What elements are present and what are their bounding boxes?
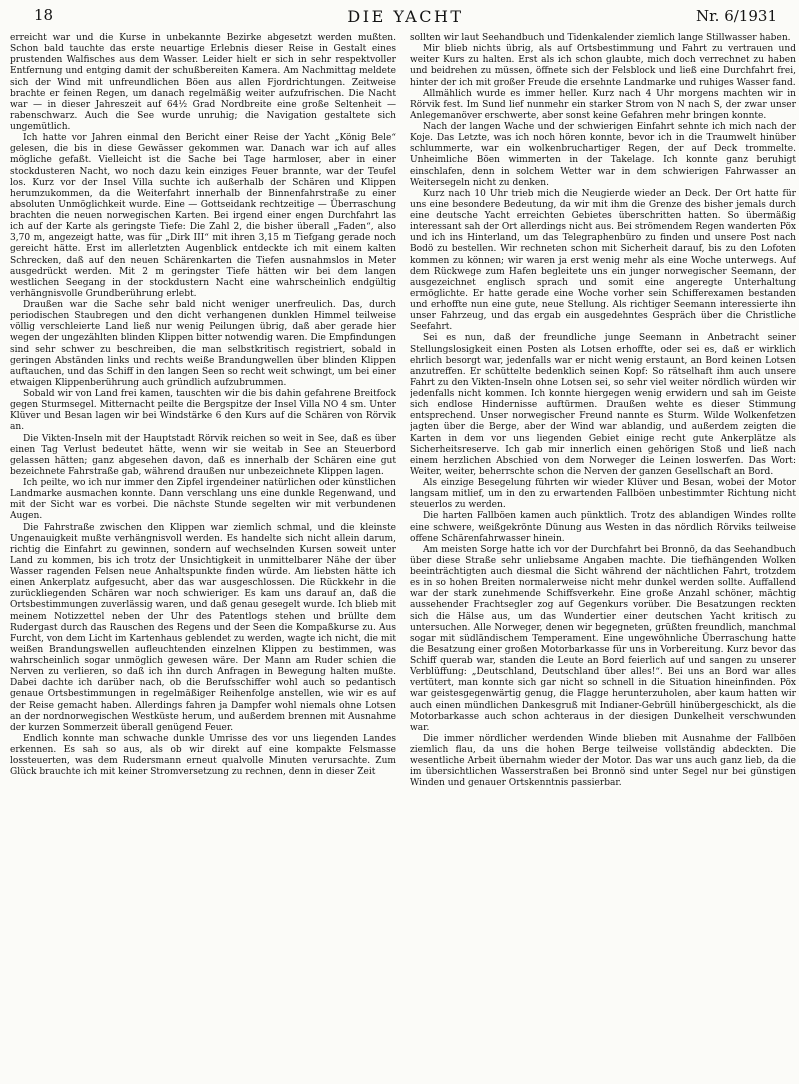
- text-column-left: [10, 33, 396, 1079]
- paragraph: erreicht war und die Kurse in unbekannte Bezirke abgesetzt werden mußten. Schon bald tauchte das erste neuartige Erlebnis dieser Reise in Gestalt eines prustenden Walfisches aus dem Wasser. Leider hielt er sich in sehr respektvoller Entfernung und entging damit der schußbereiten Kamera. Am Nachmittag meldete sich der Wind mit unfreundlichen Böen aus allen Fjordrichtungen. Zeitweise brachte er feinen Regen, um danach regelmäßig weiter aufzufrischen. Die Nacht war — in dieser Jahreszeit auf 64½ Grad Nordbreite eine große Seltenheit — rabenschwarz. Auch die See wurde unruhig; die Navigation gestaltete sich ungemütlich.: [10, 33, 396, 132]
- paragraph: Mir blieb nichts übrig, als auf Ortsbestimmung und Fahrt zu vertrauen und weiter Kurs zu halten. Erst als ich schon glaubte, mich doch verrechnet zu haben und beidrehen zu müssen, öffnete sich der Felsblock und ließ eine Durchfahrt frei, hinter der ich mit großer Freude die ersehnte Landmarke und ruhiges Wasser fand.: [410, 44, 796, 88]
- paragraph: Die harten Fallböen kamen auch pünktlich. Trotz des ablandigen Windes rollte eine schwere, weißgekrönte Dünung aus Westen in das nördlich Rörviks teilweise offene Schärenfahrwasser hinein.: [410, 511, 796, 544]
- paragraph: Die Vikten-Inseln mit der Hauptstadt Rörvik reichen so weit in See, daß es über einen Tag Verlust bedeutet hätte, wenn wir sie weitab in See an Steuerbord gelassen hätten; ganz abgesehen davon, daß es innerhalb der Schären eine gut bezeichnete Fahrstraße gab, während draußen nur unbezeichnete Klippen lagen.: [10, 433, 396, 477]
- paragraph: Nach der langen Wache und der schwierigen Einfahrt sehnte ich mich nach der Koje. Das Letzte, was ich noch hören konnte, bevor ich in die Traumwelt hinüber schlummerte, war ein wolkenbruchartiger Regen, der auf Deck trommelte. Unheimliche Böen wimmerten in der Takelage. Ich konnte ganz beruhigt einschlafen, denn in solchem Wetter war in dem schwierigen Fahrwasser an Weitersegeln nicht zu denken.: [410, 122, 796, 188]
- paragraph: Die Fahrstraße zwischen den Klippen war ziemlich schmal, und die kleinste Ungenauigkeit mußte verhängnisvoll werden. Es handelte sich nicht allein darum, richtig die Einfahrt zu gewinnen, sondern auf wechselnden Kursen soweit unter Land zu kommen, bis ich trotz der Unsichtigkeit in unmittelbarer Nähe der über Wasser ragenden Felsen neue Anhaltspunkte finden würde. Am liebsten hätte ich einen Ankerplatz aufgesucht, aber das war ausgeschlossen. Die Rückkehr in die zurückliegenden Schären war noch schwieriger. Es kam uns darauf an, daß die Ortsbestimmungen zuverlässig waren, und daß genau gesegelt wurde. Ich blieb mit meinem Notizzettel neben der Uhr des Patentlogs stehen und brüllte dem Rudergast durch das Rauschen des Regens und der Seen die Kompaßkurse zu. Aus Furcht, von dem Licht im Kartenhaus geblendet zu werden, wagte ich nicht, die mit weißen Brandungswellen aufleuchtenden einzelnen Klippen zu bestimmen, was wahrscheinlich sogar unmöglich gewesen wäre. Der Mann am Ruder schien die Nerven zu verlieren, so daß ich ihn durch Anfragen in Bewegung halten mußte. Dabei dachte ich darüber nach, ob die Berufsschiffer wohl auch so pedantisch genaue Ortsbestimmungen in regelmäßiger Reihenfolge anstellen, wie wir es auf der Reise gemacht haben. Allerdings fahren ja Dampfer wohl niemals ohne Lotsen an der nordnorwegischen Westküste herum, und außerdem brennen mit Ausnahme der kurzen Sommerzeit überall genügend Feuer.: [10, 522, 396, 733]
- paragraph: Kurz nach 10 Uhr trieb mich die Neugierde wieder an Deck. Der Ort hatte für uns eine besondere Bedeutung, da wir mit ihm die Grenze des bisher jemals durch eine deutsche Yacht erreichten Gebietes überschritten hatten. So übermäßig interessant sah der Ort allerdings nicht aus. Bei strömendem Regen wanderten Pöx und ich ins Hinterland, um das Telegraphenbüro zu finden und unsere Post nach Bodö zu bestellen. Wir rechneten schon mit Sicherheit darauf, bis zu den Lofoten kommen zu können; wir waren ja erst wenig mehr als eine Woche unterwegs. Auf dem Rückwege zum Hafen begleitete uns ein junger norwegischer Seemann, der ausgezeichnet englisch sprach und somit eine angeregte Unterhaltung ermöglichte. Er hatte gerade eine Woche vorher sein Schifferexamen bestanden und erhoffte nun eine gute, neue Stellung. Als richtiger Seemann interessierte ihn unser Fahrzeug, und das ergab ein ausgedehntes Gespräch über die Christliche Seefahrt.: [410, 188, 796, 333]
- paragraph: Ich peilte, wo ich nur immer den Zipfel irgendeiner natürlichen oder künstlichen Landmarke ausmachen konnte. Dann verschlang uns eine dunkle Regenwand, und mit der Sicht war es vorbei. Die nächste Stunde segelten wir mit verbundenen Augen.: [10, 478, 396, 522]
- paragraph: Endlich konnte man schwache dunkle Umrisse des vor uns liegenden Landes erkennen. Es sah so aus, als ob wir direkt auf eine kompakte Felsmasse lossteuerten, was dem Rudersmann erneut qualvolle Minuten verursachte. Zum Glück brauchte ich mit keiner Stromversetzung zu rechnen, denn in dieser Zeit: [10, 733, 396, 778]
- paragraph: Sobald wir von Land frei kamen, tauschten wir die bis dahin gefahrene Breitfock gegen Sturmsegel. Mitternacht peilte die Bergspitze der Insel Villa NO 4 sm. Unter Klüver und Besan lagen wir bei Windstärke 6 den Kurs auf die Schären von Rörvik an.: [10, 389, 396, 433]
- paragraph: Allmählich wurde es immer heller. Kurz nach 4 Uhr morgens machten wir in Rörvik fest. Im Sund lief nunmehr ein starker Strom von N nach S, der zwar unser Anlegemanöver erschwerte, aber sonst keine Gefahren mehr bringen konnte.: [410, 88, 796, 121]
- page-number: 18: [34, 6, 54, 24]
- paragraph: Ich hatte vor Jahren einmal den Bericht einer Reise der Yacht „König Bele“ gelesen, die bis in diese Gewässer gekommen war. Danach war ich auf alles mögliche gefaßt. Vielleicht ist die Sache bei Tage harmloser, aber in einer stockdusteren Nacht, wo noch dazu kein einziges Feuer brannte, war der Teufel los. Kurz vor der Insel Villa suchte ich außerhalb der Schären und Klippen herumzukommen, da die Weiterfahrt innerhalb der Binnenfahrstraße zu einer absoluten Unmöglichkeit wurde. Eine — Gottseidank rechtzeitige — Überraschung brachten die neuen norwegischen Karten. Bei irgend einer engen Durchfahrt las ich auf der Karte als geringste Tiefe: Die Zahl 2, die bisher überall „Faden“, also 3,70 m, angezeigt hatte, was für „Dirk III“ mit ihren 3,15 m Tiefgang gerade noch gereicht hätte. Erst im allerletzten Augenblick entdeckte ich mit einem kalten Schrecken, daß auf den neuen Schärenkarten die Tiefen ausnahmslos in Meter ausgedrückt werden. Mit 2 m geringster Tiefe hätten wir bei dem langen westlichen Seegang in der stockdustern Nacht eine wahrscheinlich endgültig verhängnisvolle Grundberührung erlebt.: [10, 133, 396, 299]
- paragraph: Draußen war die Sache sehr bald nicht weniger unerfreulich. Das, durch periodischen Staubregen und den dicht verhangenen dunklen Himmel teilweise völlig verschleierte Land ließ nur wenig Peilungen übrig, daß aber gerade hier wegen der ungezählten blinden Klippen bitter notwendig waren. Die Empfindungen sind sehr schwer zu beschreiben, die man selbstkritisch registriert, sobald in geringen Abständen links und rechts weiße Brandungwellen über blinden Klippen auftauchen, und das Schiff in den langen Seen so recht weit schwingt, um bei einer etwaigen Klippenberührung auch gründlich aufzubrummen.: [10, 300, 396, 388]
- paragraph: Am meisten Sorge hatte ich vor der Durchfahrt bei Bronnö, da das Seehandbuch über diese Straße sehr unliebsame Angaben machte. Die tiefhängenden Wolken beeinträchtigten auch diesmal die Sicht während der nächtlichen Fahrt, trotzdem es in so hohen Breiten normalerweise nicht mehr dunkel werden sollte. Auffallend war der stark zunehmende Schiffsverkehr. Eine große Anzahl schöner, mächtig aussehender Frachtsegler zog auf Gegenkurs vorüber. Die Besatzungen reckten sich die Hälse aus, um das Wundertier einer deutschen Yacht kritisch zu untersuchen. Alle Norweger, denen wir begegneten, grüßten freundlich, manchmal sogar mit südländischem Temperament. Eine ungewöhnliche Überraschung hatte die Besatzung einer großen Motorbarkasse für uns in Vorbereitung. Kurz bevor das Schiff querab war, standen die Leute an Bord feierlich auf und sangen zu unserer Verblüffung: „Deutschland, Deutschland über alles!“. Bei uns an Bord war alles vertütert, man konnte sich gar nicht so schnell in die Situation hineinfinden. Pöx war geistesgegenwärtig genug, die Flagge herunterzuholen, aber kaum hatten wir auch einen mündlichen Dankesgruß mit Indianer-Gebrüll hinübergeschickt, als die Motorbarkasse auch schon achteraus in der diesigen Dunkelheit verschwunden war.: [410, 544, 796, 733]
- paragraph: Sei es nun, daß der freundliche junge Seemann in Anbetracht seiner Stellungslosigkeit einen Posten als Lotsen erhoffte, oder sei es, daß er wirklich ehrlich besorgt war, jedenfalls war er nicht wenig erstaunt, an Bord keinen Lotsen anzutreffen. Er schüttelte bedenklich seinen Kopf: So rätselhaft ihm auch unsere Fahrt zu den Vikten-Inseln ohne Lotsen sei, so sehr viel weiter nördlich würden wir jedenfalls nicht kommen. Ich konnte hiergegen wenig erwidern und sah im Geiste sich endlose Hindernisse auftürmen. Draußen wehte es dieser Stimmung entsprechend. Unser norwegischer Freund nannte es Sturm. Wilde Wolkenfetzen jagten über die Berge, aber der Wind war ablandig, und außerdem zeigten die Karten in dem vor uns liegenden Gebiet einige recht gute Ankerplätze als Sicherheitsreserve. Ich gab mir innerlich einen gehörigen Stoß und ließ nach einem herzlichen Abschied von dem Norweger die Leinen loswerfen. Das Wort: Weiter, weiter, beherrschte schon die Nerven der ganzen Gesellschaft an Bord.: [410, 333, 796, 477]
- issue-number: Nr. 6/1931: [696, 7, 777, 25]
- paragraph: sollten wir laut Seehandbuch und Tidenkalender ziemlich lange Stillwasser haben.: [410, 33, 791, 43]
- paragraph: Die immer nördlicher werdenden Winde blieben mit Ausnahme der Fallböen ziemlich flau, da uns die hohen Berge teilweise vollständig abdeckten. Die wesentliche Arbeit übernahm wieder der Motor. Das war uns auch ganz lieb, da die im übersichtlichen Wasserstraßen bei Bronnö sind unter Segel nur bei günstigen Winden und genauer Ortskenntnis passierbar.: [410, 733, 796, 789]
- magazine-title: DIE YACHT: [347, 7, 464, 26]
- text-column-right: [410, 33, 796, 1079]
- page-header: [34, 4, 777, 34]
- paragraph: Als einzige Besegelung führten wir wieder Klüver und Besan, wobei der Motor langsam mitlief, um in den zu erwartenden Fallböen unbestimmter Richtung nicht steuerlos zu werden.: [410, 478, 796, 511]
